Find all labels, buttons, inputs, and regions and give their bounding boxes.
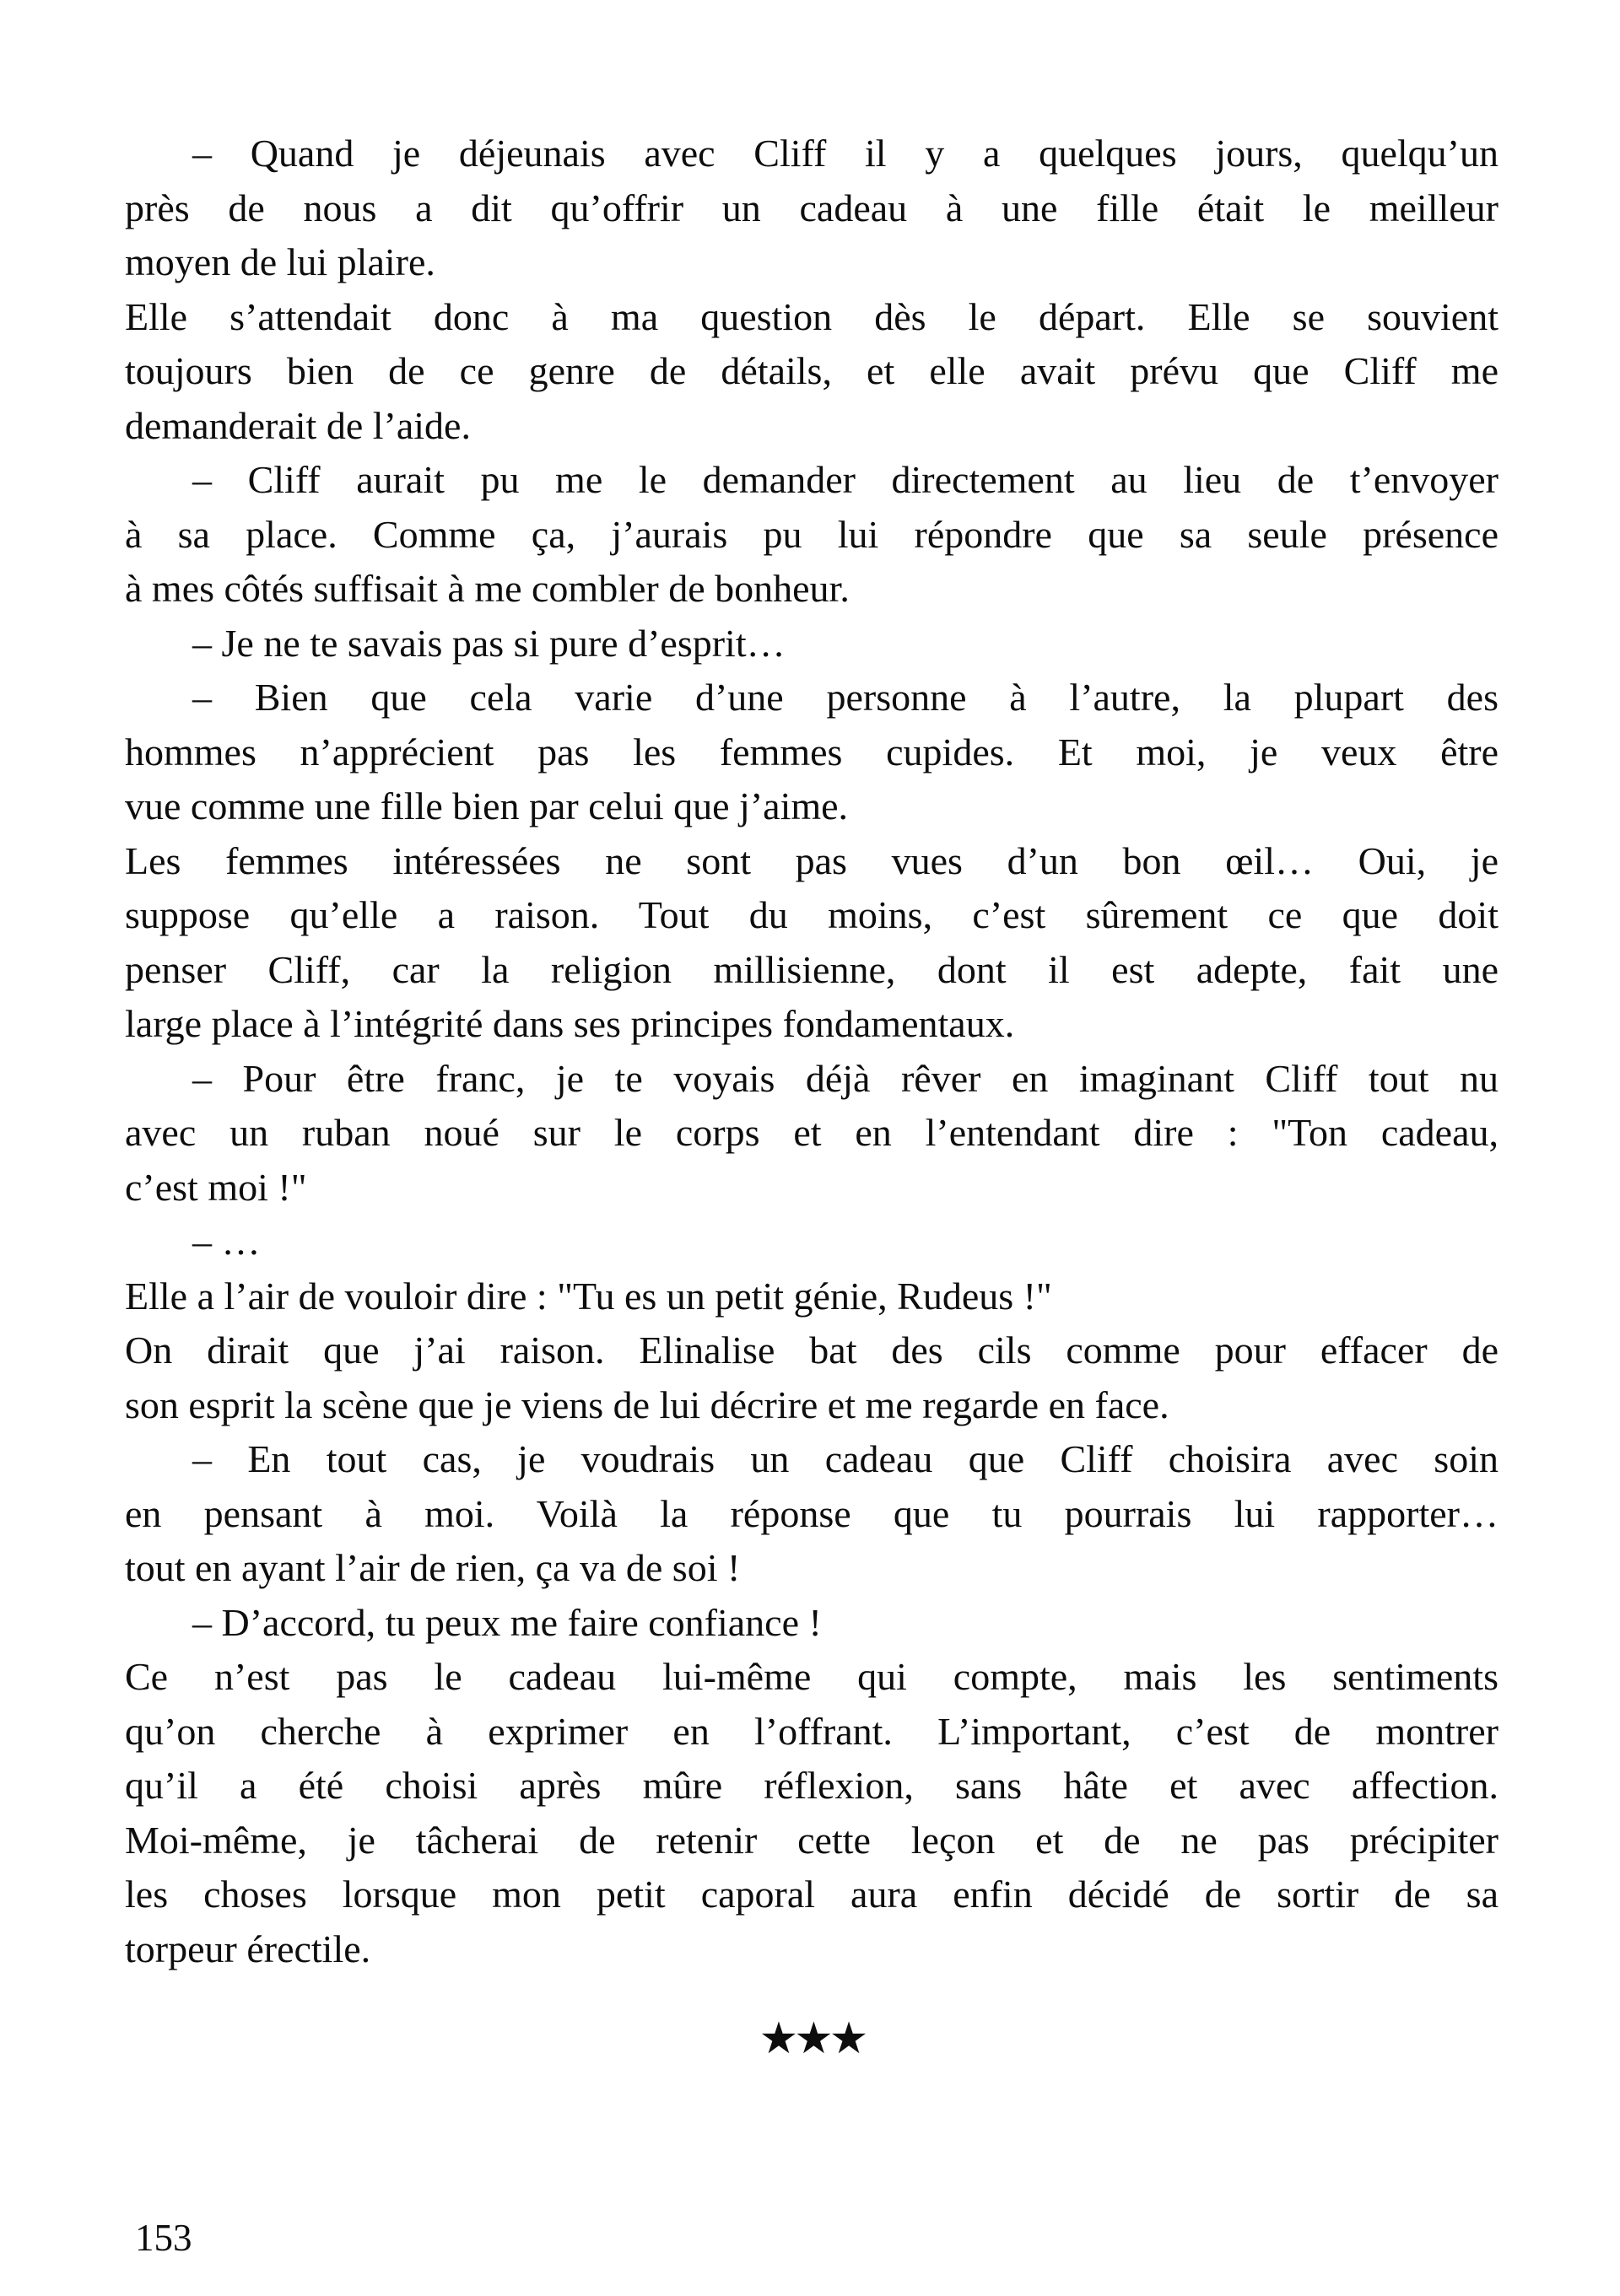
text-line: Elle s’attendait donc à ma question dès le départ. Elle se souvient [125, 294, 1498, 338]
text-line: – En tout cas, je voudrais un cadeau que Cliff choisira avec soin [192, 1437, 1498, 1480]
section-divider-stars: ★★★ [759, 2015, 865, 2063]
paragraph [125, 617, 1498, 671]
text-line: qu’il a été choisi après mûre réflexion, sans hâte et avec affection. [125, 1764, 1498, 1807]
text-block [125, 127, 1498, 1976]
paragraph [125, 1052, 1498, 1215]
text-line: suppose qu’elle a raison. Tout du moins, c’est sûrement ce que doit [125, 893, 1498, 936]
paragraph [125, 1596, 1498, 1651]
paragraph [125, 1215, 1498, 1269]
text-line: penser Cliff, car la religion millisienne, dont il est adepte, fait une [125, 947, 1498, 991]
text-line: à sa place. Comme ça, j’aurais pu lui répondre que sa seule présence [125, 512, 1498, 556]
text-line: – D’accord, tu peux me faire confiance ! [192, 1600, 822, 1644]
text-line: en pensant à moi. Voilà la réponse que tu pourrais lui rapporter… [125, 1491, 1498, 1535]
paragraph [125, 1432, 1498, 1596]
text-line: On dirait que j’ai raison. Elinalise bat des cils comme pour effacer de [125, 1329, 1498, 1372]
text-line: – Quand je déjeunais avec Cliff il y a quelques jours, quelqu’un [192, 132, 1498, 175]
text-line: moyen de lui plaire. [125, 240, 435, 283]
text-line: Ce n’est pas le cadeau lui-même qui compte, mais les sentiments [125, 1655, 1498, 1698]
text-line: son esprit la scène que je viens de lui décrire et me regarde en face. [125, 1382, 1169, 1426]
text-line: qu’on cherche à exprimer en l’offrant. L’important, c’est de montrer [125, 1709, 1498, 1753]
text-line: Les femmes intéressées ne sont pas vues d’un bon œil… Oui, je [125, 838, 1498, 882]
text-line: près de nous a dit qu’offrir un cadeau à une fille était le meilleur [125, 186, 1498, 229]
paragraph [125, 834, 1498, 1052]
paragraph [125, 453, 1498, 617]
text-line: avec un ruban noué sur le corps et en l’entendant dire : "Ton cadeau, [125, 1111, 1498, 1154]
text-line: c’est moi !" [125, 1165, 307, 1209]
text-line: – … [192, 1220, 261, 1263]
text-line: large place à l’intégrité dans ses principes fondamentaux. [125, 1002, 1015, 1045]
text-line: à mes côtés suffisait à me combler de bonheur. [125, 567, 850, 610]
text-line: tout en ayant l’air de rien, ça va de soi ! [125, 1546, 741, 1589]
paragraph [125, 1323, 1498, 1432]
text-line: – Pour être franc, je te voyais déjà rêver en imaginant Cliff tout nu [192, 1056, 1498, 1100]
paragraph [125, 671, 1498, 834]
text-line: hommes n’apprécient pas les femmes cupides. Et moi, je veux être [125, 730, 1498, 773]
text-line: demanderait de l’aide. [125, 403, 471, 447]
text-line: Moi-même, je tâcherai de retenir cette leçon et de ne pas précipiter [125, 1818, 1498, 1862]
text-line: – Je ne te savais pas si pure d’esprit… [192, 621, 786, 665]
text-line: – Bien que cela varie d’une personne à l’autre, la plupart des [192, 676, 1498, 719]
text-line: Elle a l’air de vouloir dire : "Tu es un petit génie, Rudeus !" [125, 1274, 1052, 1318]
paragraph [125, 290, 1498, 454]
paragraph [125, 1269, 1498, 1324]
paragraph [125, 127, 1498, 290]
text-line: les choses lorsque mon petit caporal aura enfin décidé de sortir de sa [125, 1873, 1498, 1916]
text-line: toujours bien de ce genre de détails, et elle avait prévu que Cliff me [125, 349, 1498, 392]
text-line: vue comme une fille bien par celui que j’aime. [125, 784, 849, 827]
page-number: 153 [135, 2217, 192, 2259]
text-line: torpeur érectile. [125, 1927, 371, 1970]
paragraph [125, 1650, 1498, 1976]
text-line: – Cliff aurait pu me le demander directement au lieu de t’envoyer [192, 458, 1498, 501]
